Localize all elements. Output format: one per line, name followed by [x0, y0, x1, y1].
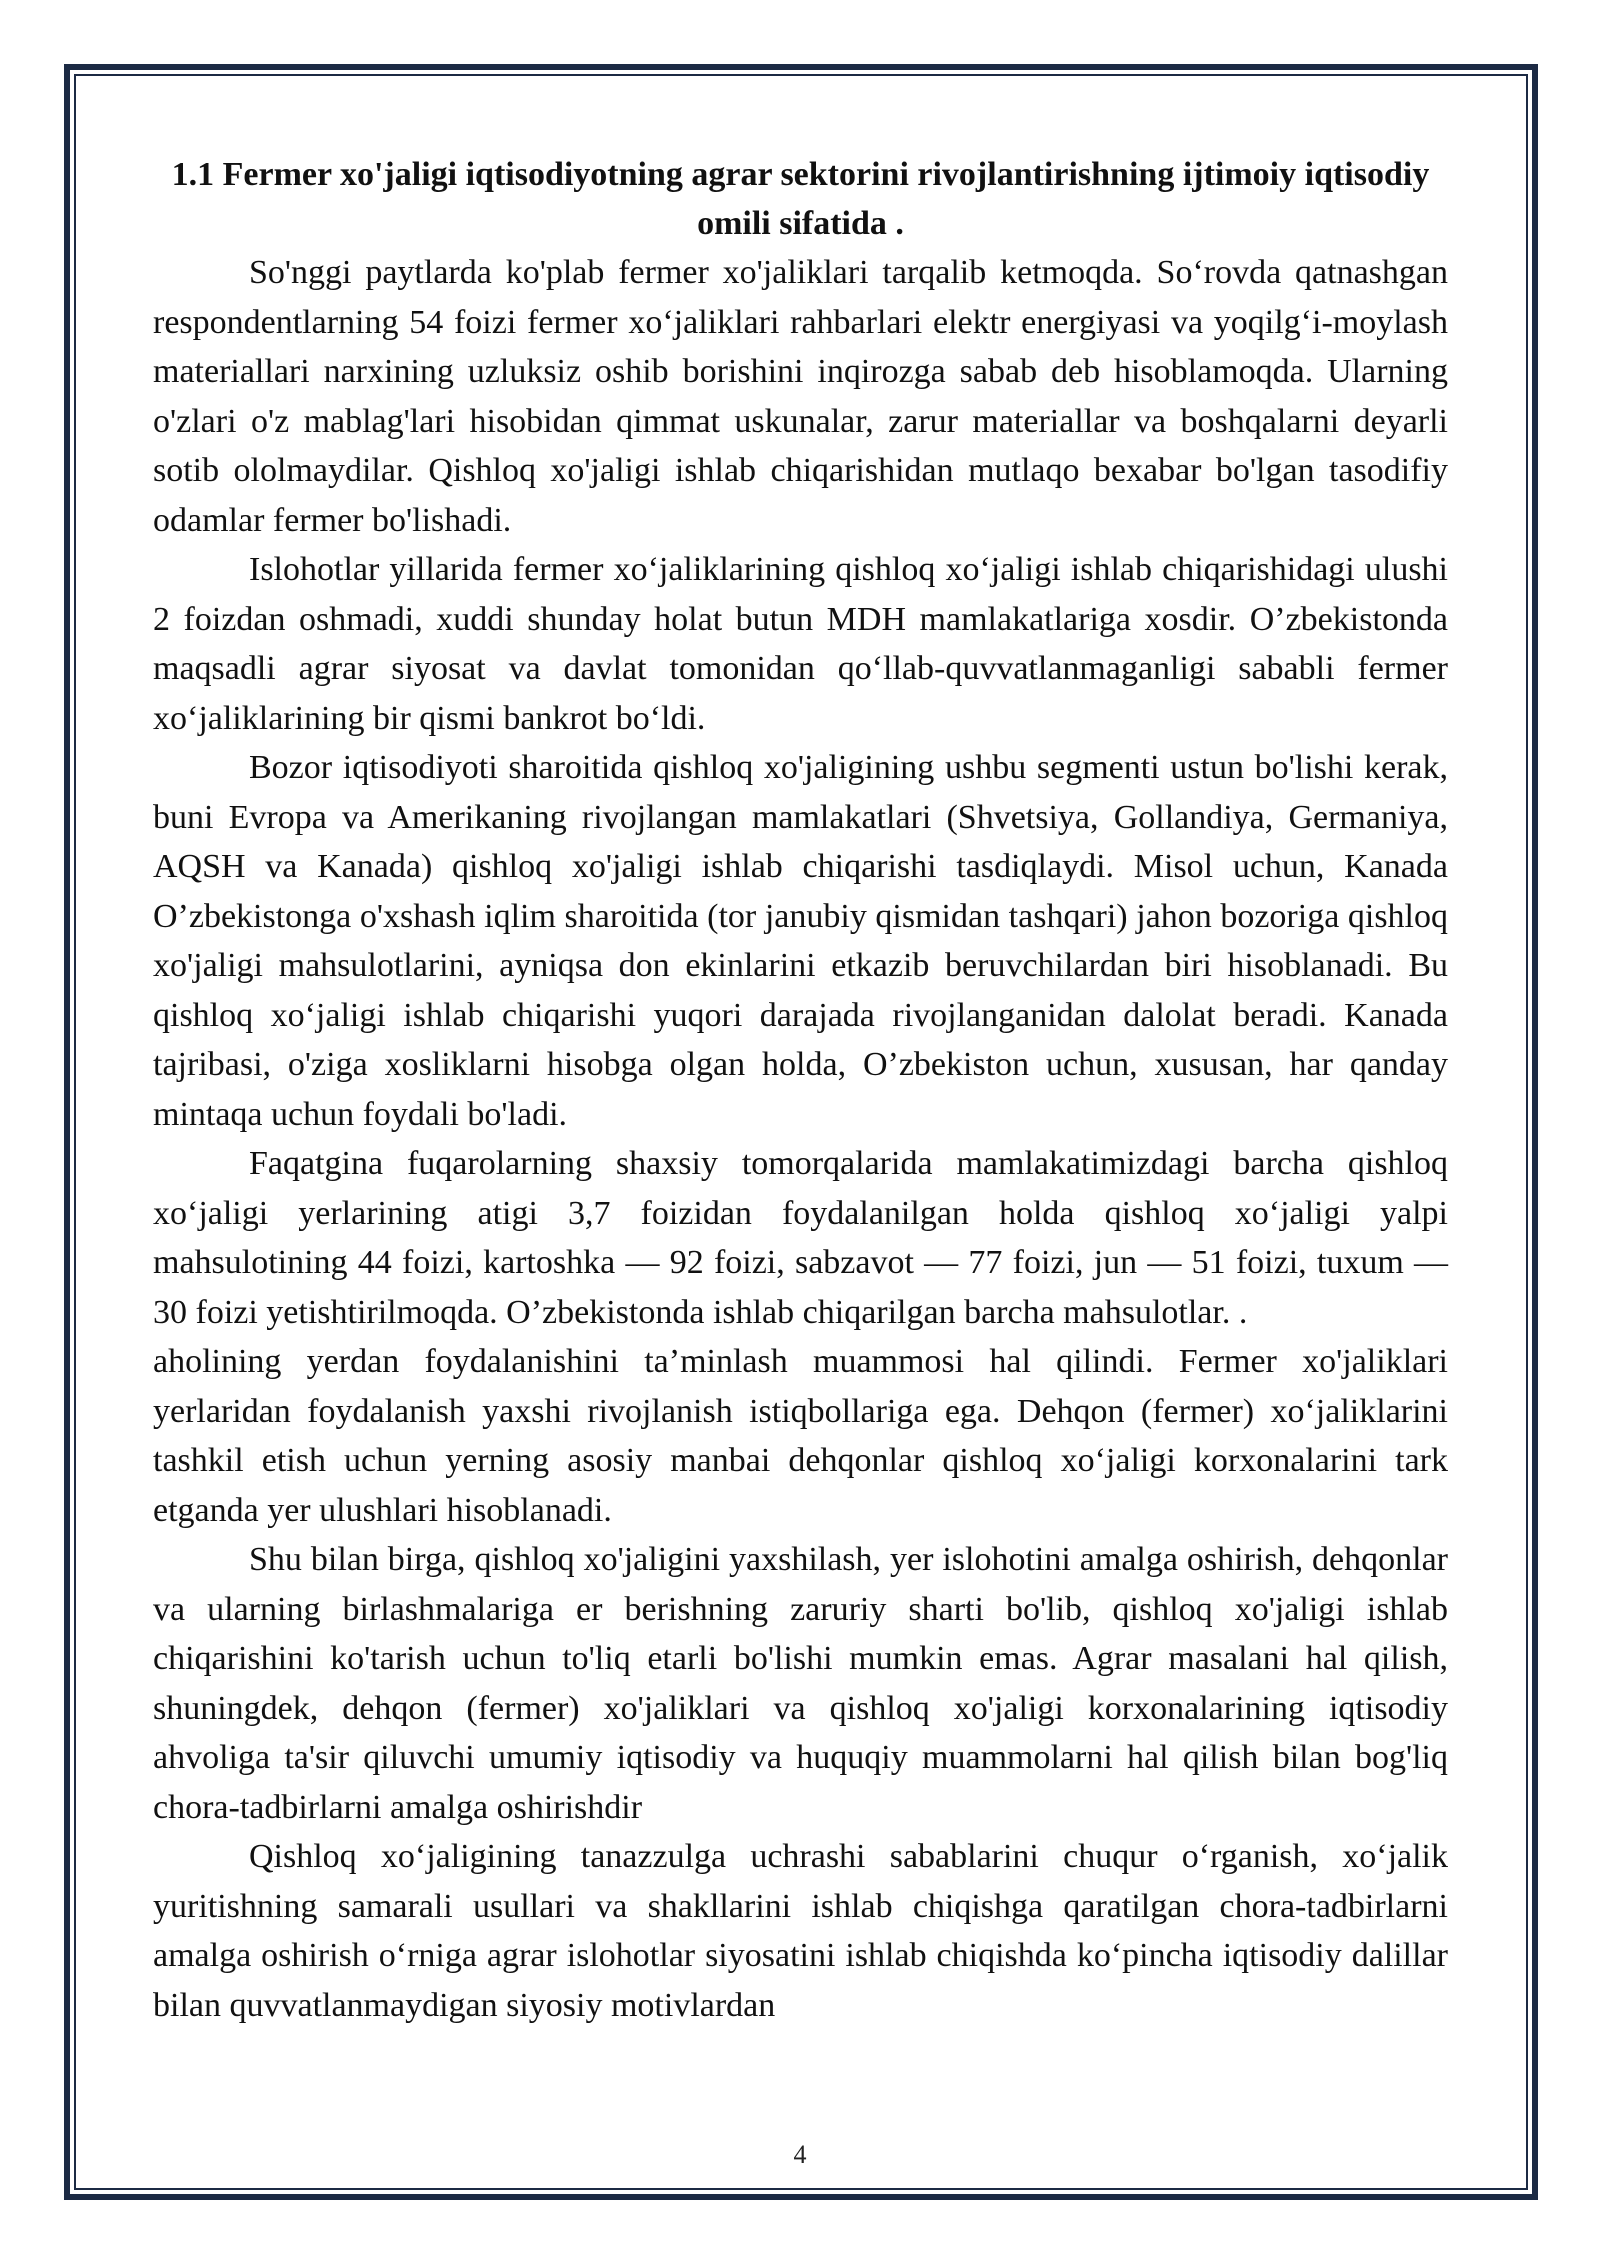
paragraph-1: So'nggi paytlarda ko'plab fermer xo'jaliklari tarqalib ketmoqda. So‘rovda qatnashgan respondentlarning 54 foizi fermer xo‘jaliklari rahbarlari elektr energiyasi va yoqilg‘i-moylash materiallari narxining uzluksiz oshib borishini inqirozga sabab deb hisoblamoqda. Ularning o'zlari o'z mablag'lari hisobidan qimmat uskunalar, zarur materiallar va boshqalarni deyarli sotib ololmaydilar. Qishloq xo'jaligi ishlab chiqarishidan mutlaqo bexabar bo'lgan tasodifiy odamlar fermer bo'lishadi.	[153, 254, 1448, 539]
paragraph-3: Bozor iqtisodiyoti sharoitida qishloq xo'jaligining ushbu segmenti ustun bo'lishi kerak, buni Evropa va Amerikaning rivojlangan mamlakatlari (Shvetsiya, Gollandiya, Germaniya, AQSH va Kanada) qishloq xo'jaligi ishlab chiqarishi tasdiqlaydi. Misol uchun, Kanada O’zbekistonga o'xshash iqlim sharoitida (tor janubiy qismidan tashqari) jahon bozoriga qishloq xo'jaligi mahsulotlarini, ayniqsa don ekinlarini etkazib beruvchilardan biri hisoblanadi. Bu qishloq xo‘jaligi ishlab chiqarishi yuqori darajada rivojlanganidan dalolat beradi. Kanada tajribasi, o'ziga xosliklarni hisobga olgan holda, O’zbekiston uchun, xususan, har qanday mintaqa uchun foydali bo'ladi.	[153, 749, 1448, 1133]
paragraph-2: Islohotlar yillarida fermer xo‘jaliklarining qishloq xo‘jaligi ishlab chiqarishidagi ulushi 2 foizdan oshmadi, xuddi shunday holat butun MDH mamlakatlariga xosdir. O’zbekistonda maqsadli agrar siyosat va davlat tomonidan qo‘llab-quvvatlanmaganligi sababli fermer xo‘jaliklarining bir qismi bankrot bo‘ldi.	[153, 551, 1448, 737]
section-heading: 1.1 Fermer xo'jaligi iqtisodiyotning agrar sektorini rivojlantirishning ijtimoiy iqtisodiy omili sifatida .	[171, 156, 1430, 242]
paragraph-continuation: aholining yerdan foydalanishini ta’minlash muammosi hal qilindi. Fermer xo'jaliklari yerlaridan foydalanish yaxshi rivojlanish istiqbollariga ega. Dehqon (fermer) xo‘jaliklarini tashkil etish uchun yerning asosiy manbai dehqonlar qishloq xo‘jaligi korxonalarini tark etganda yer ulushlari hisoblanadi.	[153, 1343, 1448, 1529]
paragraph-4: Faqatgina fuqarolarning shaxsiy tomorqalarida mamlakatimizdagi barcha qishloq xo‘jaligi yerlarining atigi 3,7 foizidan foydalanilgan holda qishloq xo‘jaligi yalpi mahsulotining 44 foizi, kartoshka — 92 foizi, sabzavot — 77 foizi, jun — 51 foizi, tuxum — 30 foizi yetishtirilmoqda. O’zbekistonda ishlab chiqarilgan barcha mahsulotlar. .	[153, 1145, 1448, 1331]
paragraph-5: Shu bilan birga, qishloq xo'jaligini yaxshilash, yer islohotini amalga oshirish, dehqonlar va ularning birlashmalariga er berishning zaruriy sharti bo'lib, qishloq xo'jaligi ishlab chiqarishini ko'tarish uchun to'liq etarli bo'lishi mumkin emas. Agrar masalani hal qilish, shuningdek, dehqon (fermer) xo'jaliklari va qishloq xo'jaligi korxonalarining iqtisodiy ahvoliga ta'sir qiluvchi umumiy iqtisodiy va huquqiy muammolarni hal qilish bilan bog'liq chora-tadbirlarni amalga oshirishdir	[153, 1541, 1448, 1826]
document-body	[153, 150, 1448, 2030]
paragraph-6: Qishloq xo‘jaligining tanazzulga uchrashi sabablarini chuqur o‘rganish, xo‘jalik yuritishning samarali usullari va shakllarini ishlab chiqishga qaratilgan chora-tadbirlarni amalga oshirish o‘rniga agrar islohotlar siyosatini ishlab chiqishda ko‘pincha iqtisodiy dalillar bilan quvvatlanmaydigan siyosiy motivlardan	[153, 1838, 1448, 2024]
page-number: 4	[793, 2140, 807, 2169]
